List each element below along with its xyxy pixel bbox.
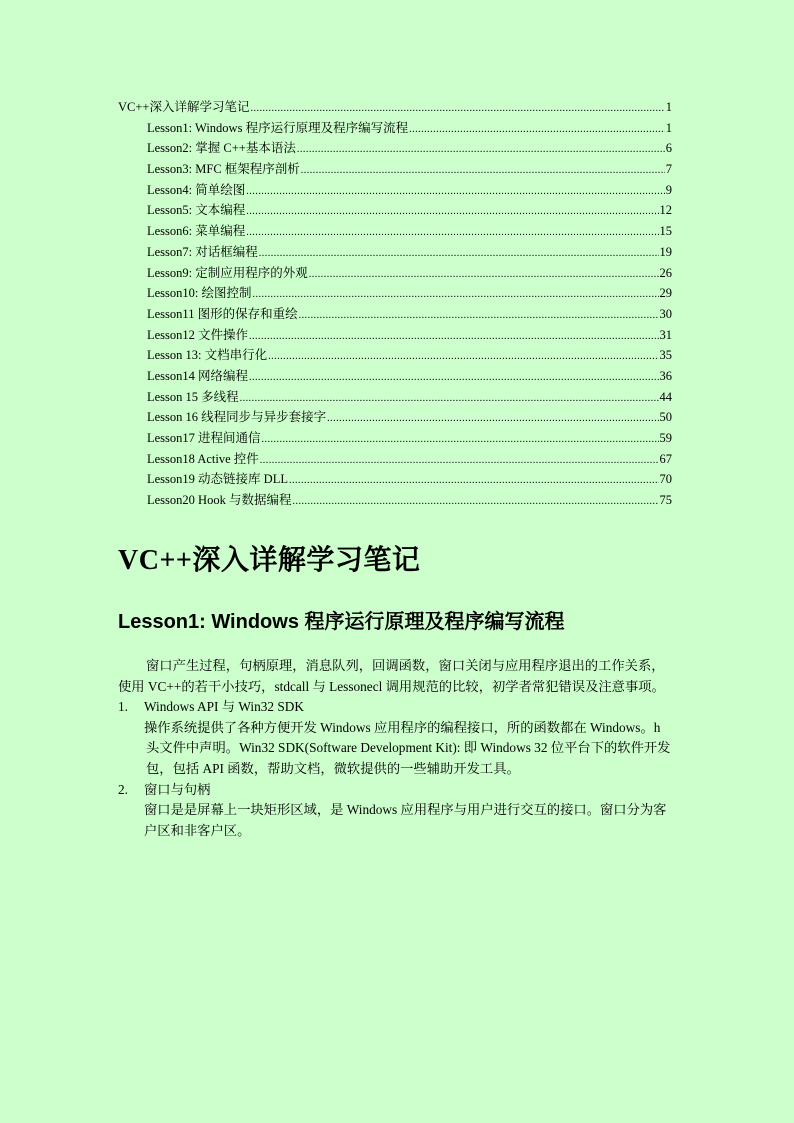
toc-page-number: 50 bbox=[659, 410, 672, 425]
toc-entry-title: VC++深入详解学习笔记 bbox=[118, 100, 250, 114]
toc-entry[interactable] bbox=[118, 242, 672, 263]
table-of-contents bbox=[118, 97, 672, 511]
toc-entry[interactable] bbox=[118, 283, 672, 304]
toc-page-number: 1 bbox=[665, 120, 672, 135]
toc-page-number: 29 bbox=[659, 286, 672, 301]
toc-entry[interactable] bbox=[118, 159, 672, 180]
section-heading bbox=[118, 780, 674, 801]
toc-entry[interactable] bbox=[118, 490, 672, 511]
toc-dot-leader bbox=[259, 244, 659, 265]
toc-entry[interactable] bbox=[118, 180, 672, 201]
toc-page-number: 26 bbox=[659, 265, 672, 280]
toc-entry-title: Lesson6: 菜单编程 bbox=[147, 224, 246, 239]
toc-page-number: 59 bbox=[659, 431, 672, 445]
toc-entry[interactable] bbox=[118, 221, 672, 242]
toc-entry-title: Lesson10: 绘图控制 bbox=[147, 286, 252, 301]
toc-entry[interactable] bbox=[118, 428, 672, 449]
section-title: Windows API 与 Win32 SDK bbox=[144, 699, 304, 715]
section-number: 1. bbox=[118, 699, 128, 715]
toc-dot-leader bbox=[249, 327, 658, 348]
toc-page-number: 67 bbox=[659, 451, 672, 466]
toc-entry[interactable] bbox=[118, 97, 672, 118]
toc-dot-leader bbox=[268, 347, 658, 368]
toc-entry[interactable] bbox=[118, 138, 672, 159]
toc-entry-title: Lesson9: 定制应用程序的外观 bbox=[147, 265, 308, 280]
toc-dot-leader bbox=[246, 202, 658, 223]
toc-page-number: 44 bbox=[659, 389, 672, 404]
toc-entry-title: Lesson19 动态链接库 DLL bbox=[147, 472, 288, 487]
toc-dot-leader bbox=[262, 430, 659, 451]
toc-page-number: 6 bbox=[665, 141, 672, 156]
toc-entry-title: Lesson3: MFC 框架程序剖析 bbox=[147, 162, 300, 177]
toc-entry[interactable] bbox=[118, 345, 672, 366]
toc-entry[interactable] bbox=[118, 469, 672, 490]
toc-entry[interactable] bbox=[118, 118, 672, 139]
toc-dot-leader bbox=[246, 223, 658, 244]
toc-dot-leader bbox=[409, 120, 665, 141]
toc-entry-title: Lesson14 网络编程 bbox=[147, 368, 249, 383]
toc-dot-leader bbox=[292, 492, 658, 513]
toc-page-number: 19 bbox=[659, 244, 672, 259]
intro-paragraph: 窗口产生过程，句柄原理，消息队列，回调函数，窗口关闭与应用程序退出的工作关系，使用 VC++的若干小技巧，stdcall 与 Lessonecl 调用规范的比较，初学者常犯错误及注意事项。 bbox=[118, 658, 665, 694]
toc-page-number: 1 bbox=[665, 100, 672, 114]
toc-dot-leader bbox=[246, 182, 664, 203]
toc-dot-leader bbox=[327, 409, 658, 430]
toc-page-number: 30 bbox=[659, 306, 672, 321]
toc-dot-leader bbox=[260, 451, 659, 472]
toc-page-number: 7 bbox=[665, 162, 672, 177]
toc-entry[interactable] bbox=[118, 263, 672, 284]
toc-dot-leader bbox=[249, 368, 658, 389]
toc-entry[interactable] bbox=[118, 387, 672, 408]
toc-entry-title: Lesson4: 简单绘图 bbox=[147, 182, 246, 197]
toc-entry[interactable] bbox=[118, 366, 672, 387]
toc-entry-title: Lesson18 Active 控件 bbox=[147, 451, 259, 466]
toc-dot-leader bbox=[250, 99, 664, 120]
lesson-heading: Lesson1: Windows 程序运行原理及程序编写流程 bbox=[118, 611, 565, 633]
section-paragraph: 窗口是是屏幕上一块矩形区域，是 Windows 应用程序与用户进行交互的接口。窗口分为客户区和非客户区。 bbox=[144, 802, 667, 838]
section-number: 2. bbox=[118, 781, 128, 797]
toc-page-number: 12 bbox=[659, 203, 672, 218]
toc-page-number: 15 bbox=[659, 224, 672, 239]
toc-entry-title: Lesson5: 文本编程 bbox=[147, 203, 246, 218]
toc-entry[interactable] bbox=[118, 449, 672, 470]
toc-dot-leader bbox=[301, 161, 665, 182]
toc-page-number: 70 bbox=[659, 472, 672, 487]
toc-dot-leader bbox=[299, 306, 659, 327]
section-heading bbox=[118, 697, 674, 718]
toc-entry-title: Lesson17 进程间通信 bbox=[147, 431, 261, 445]
toc-page-number: 35 bbox=[659, 348, 672, 363]
toc-entry-title: Lesson12 文件操作 bbox=[147, 327, 249, 342]
toc-entry-title: Lesson20 Hook 与数据编程 bbox=[147, 493, 292, 508]
toc-page-number: 31 bbox=[659, 327, 672, 342]
toc-page-number: 75 bbox=[659, 493, 672, 508]
toc-entry-title: Lesson7: 对话框编程 bbox=[147, 244, 258, 259]
toc-entry-title: Lesson2: 掌握 C++基本语法 bbox=[147, 141, 296, 156]
toc-dot-leader bbox=[253, 285, 659, 306]
lesson-body bbox=[118, 656, 674, 841]
toc-entry-title: Lesson 16 线程同步与异步套接字 bbox=[147, 410, 327, 425]
toc-dot-leader bbox=[309, 265, 659, 286]
toc-entry-title: Lesson1: Windows 程序运行原理及程序编写流程 bbox=[147, 120, 409, 135]
toc-entry[interactable] bbox=[118, 325, 672, 346]
toc-entry-title: Lesson11 图形的保存和重绘 bbox=[147, 306, 298, 321]
document-title: VC++深入详解学习笔记 bbox=[118, 545, 421, 576]
toc-dot-leader bbox=[297, 140, 665, 161]
toc-entry[interactable] bbox=[118, 407, 672, 428]
toc-page-number: 9 bbox=[665, 182, 672, 197]
section-title: 窗口与句柄 bbox=[144, 781, 211, 797]
toc-entry[interactable] bbox=[118, 304, 672, 325]
toc-page-number: 36 bbox=[659, 368, 672, 383]
toc-entry[interactable] bbox=[118, 200, 672, 221]
toc-entry-title: Lesson 13: 文档串行化 bbox=[147, 348, 268, 363]
toc-entry-title: Lesson 15 多线程 bbox=[147, 389, 239, 404]
toc-dot-leader bbox=[240, 389, 659, 410]
section-paragraph: 操作系统提供了各种方便开发 Windows 应用程序的编程接口，所的函数都在 Windows。h 头文件中声明。Win32 SDK(Software Development Kit): 即 Windows 32 位平台下的软件开发包，包括 API 函数，帮助文档，微软提供的一些辅助开发工具。 bbox=[144, 719, 671, 776]
toc-dot-leader bbox=[289, 471, 659, 492]
